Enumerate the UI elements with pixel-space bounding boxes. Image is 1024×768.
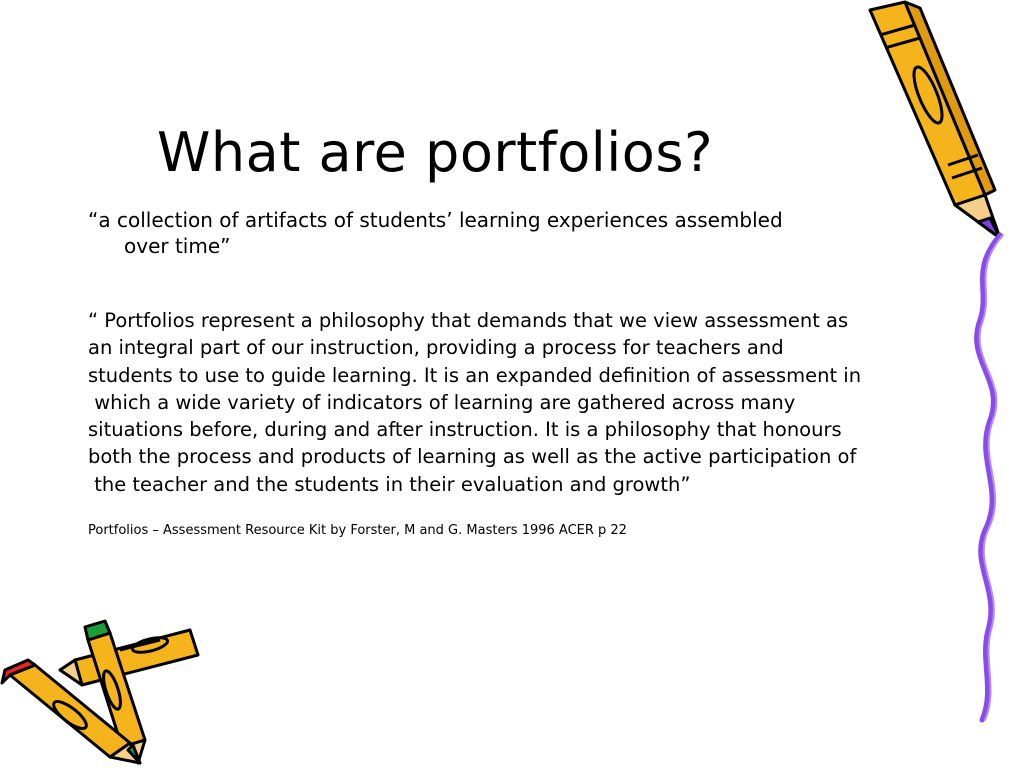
- definition-line-2: over time”: [124, 234, 231, 258]
- quote-line: the teacher and the students in their evaluation and growth”: [88, 472, 691, 496]
- definition-quote: [88, 207, 928, 259]
- quote-line: students to use to guide learning. It is an expanded definition of assessment in: [88, 363, 862, 387]
- pencil-icon: [850, 0, 1010, 245]
- quote-line: “ Portfolios represent a philosophy that demands that we view assessment as: [88, 309, 849, 332]
- quote-line: both the process and products of learning as well as the active participation of: [88, 445, 857, 469]
- quote-line: situations before, during and after instruction. It is a philosophy that honours: [88, 418, 842, 442]
- quote-line: an integral part of our instruction, providing a process for teachers and: [88, 336, 784, 360]
- wavy-line-icon: [960, 230, 1020, 725]
- citation: Portfolios – Assessment Resource Kit by Forster, M and G. Masters 1996 ACER p 22: [88, 523, 627, 538]
- philosophy-quote: [88, 307, 938, 498]
- slide-title: What are portfolios?: [157, 121, 714, 184]
- definition-line-1: “a collection of artifacts of students’ learning experiences assembled: [88, 208, 783, 232]
- quote-line: which a wide variety of indicators of learning are gathered across many: [88, 390, 796, 414]
- pencils-cluster-icon: [0, 615, 205, 765]
